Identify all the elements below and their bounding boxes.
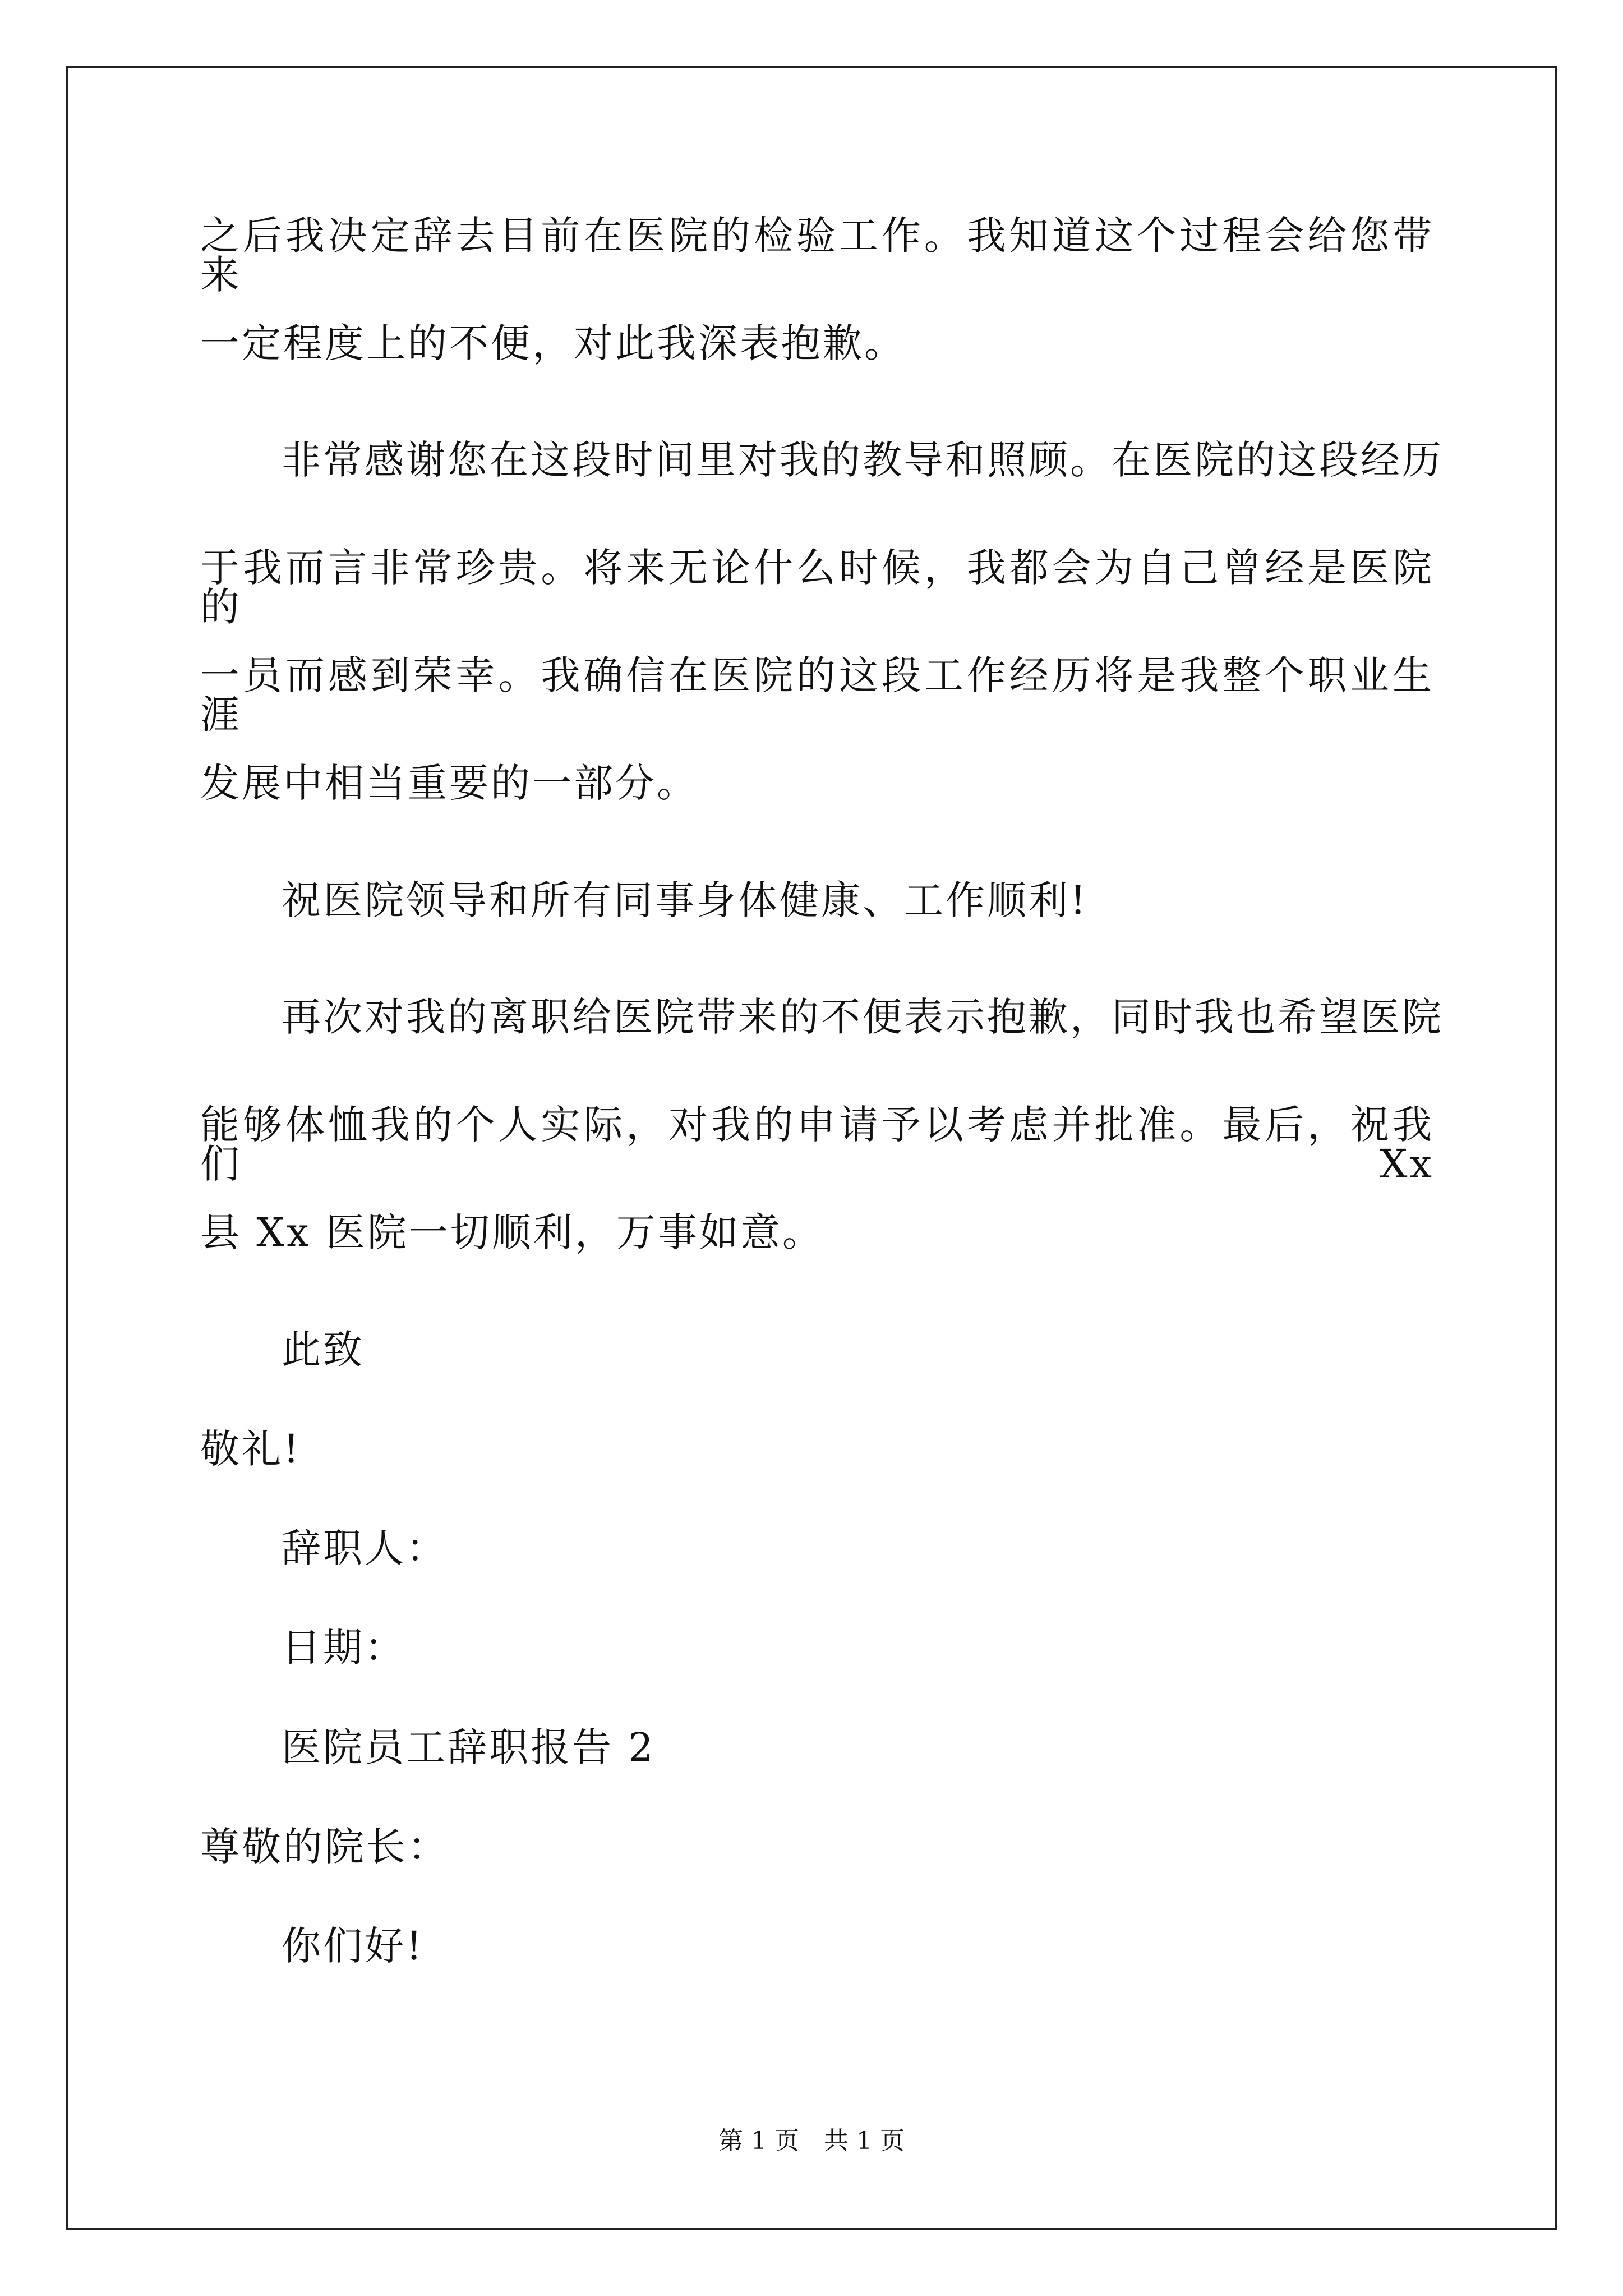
section-title: 医院员工辞职报告 2 (282, 1724, 656, 1770)
signer-label: 辞职人： (282, 1525, 448, 1571)
page-total: 共 1 页 (824, 2127, 905, 2155)
paragraph-line: 非常感谢您在这段时间里对我的教导和照顾。在医院的这段经历 (282, 437, 1444, 483)
closing-salutation: 此致 (282, 1327, 365, 1373)
page-footer (0, 2129, 1623, 2154)
date-label: 日期： (282, 1625, 406, 1671)
paragraph-line: 于我而言非常珍贵。将来无论什么时候，我都会为自己曾经是医院的 (200, 545, 1434, 630)
paragraph-line: 一定程度上的不便，对此我深表抱歉。 (200, 320, 906, 366)
paragraph-line: 一员而感到荣幸。我确信在医院的这段工作经历将是我整个职业生涯 (200, 652, 1434, 738)
paragraph-line: 之后我决定辞去目前在医院的检验工作。我知道这个过程会给您带来 (200, 213, 1434, 298)
paragraph-line: 再次对我的离职给医院带来的不便表示抱歉，同时我也希望医院 (282, 994, 1444, 1040)
paragraph-line: 发展中相当重要的一部分。 (200, 760, 698, 806)
greeting: 你们好! (282, 1923, 425, 1969)
paragraph-line: 祝医院领导和所有同事身体健康、工作顺利! (282, 877, 1089, 923)
page-number: 第 1 页 (718, 2127, 799, 2155)
paragraph-line: 县 Xx 医院一切顺利，万事如意。 (200, 1209, 824, 1255)
closing-regards: 敬礼! (200, 1426, 302, 1472)
paragraph-line: 能够体恤我的个人实际，对我的申请予以考虑并批准。最后，祝我们 Xx (200, 1102, 1434, 1187)
greeting-recipient: 尊敬的院长： (200, 1824, 449, 1870)
